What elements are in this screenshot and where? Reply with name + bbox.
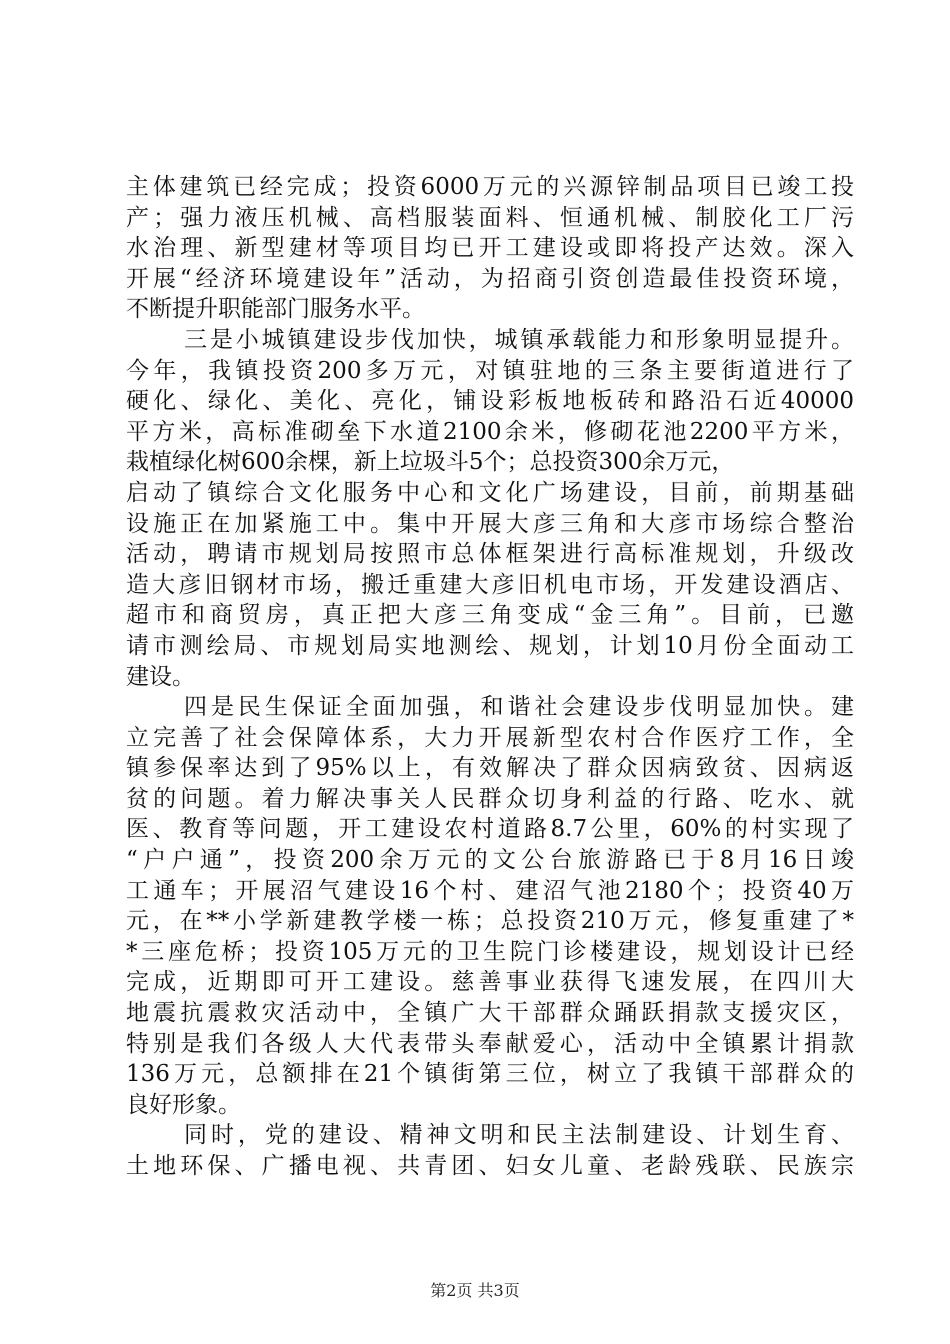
text-line: 主体建筑已经完成；投资6000万元的兴源锌制品项目已竣工投: [126, 174, 854, 200]
paragraph-start-line: 三是小城镇建设步伐加快，城镇承载能力和形象明显提升。: [184, 326, 854, 353]
text-line: 开展“经济环境建设年”活动，为招商引资创造最佳投资环境，: [126, 265, 854, 292]
text-line: 工通车；开展沼气建设16个村、建沼气池2180个；投资40万: [126, 877, 854, 904]
text-line: “户户通”，投资200余万元的文公台旅游路已于8月16日竣: [126, 847, 854, 874]
text-line: 元，在**小学新建教学楼一栋；总投资210万元，修复重建了*: [126, 908, 854, 935]
text-line: 建设。: [126, 663, 195, 690]
text-line: 136万元，总额排在21个镇街第三位，树立了我镇干部群众的: [126, 1061, 854, 1088]
text-line: 今年，我镇投资200多万元，对镇驻地的三条主要街道进行了: [126, 357, 854, 384]
text-line: 平方米，高标准砌垒下水道2100余米，修砌花池2200平方米，: [126, 418, 854, 445]
text-line: 硬化、绿化、美化、亮化，铺设彩板地板砖和路沿石近40000: [126, 388, 854, 415]
text-line: 镇参保率达到了95%以上，有效解决了群众因病致贫、因病返: [126, 755, 854, 782]
text-line: 特别是我们各级人大代表带头奉献爱心，活动中全镇累计捐款: [126, 1030, 854, 1057]
text-line: 启动了镇综合文化服务中心和文化广场建设，目前，前期基础: [126, 479, 854, 506]
text-line: 请市测绘局、市规划局实地测绘、规划，计划10月份全面动工: [126, 632, 854, 659]
text-line: 产；强力液压机械、高档服装面料、恒通机械、制胶化工厂污: [126, 204, 854, 231]
text-line: 地震抗震救灾活动中，全镇广大干部群众踊跃捐款支援灾区，: [126, 1000, 854, 1027]
text-line: 良好形象。: [126, 1091, 241, 1118]
text-line: 医、教育等问题，开工建设农村道路8.7公里，60%的村实现了: [126, 816, 854, 843]
text-line: 超市和商贸房，真正把大彦三角变成“金三角”。目前，已邀: [126, 602, 854, 629]
paragraph-start-line: 四是民生保证全面加强，和谐社会建设步伐明显加快。建: [184, 694, 854, 721]
paragraph-start-line: 同时，党的建设、精神文明和民主法制建设、计划生育、: [184, 1122, 854, 1149]
text-line: 栽植绿化树600余棵，新上垃圾斗5个；总投资300余万元，: [126, 449, 735, 476]
text-line: 立完善了社会保障体系，大力开展新型农村合作医疗工作，全: [126, 724, 854, 751]
text-line: 贫的问题。着力解决事关人民群众切身利益的行路、吃水、就: [126, 785, 854, 812]
body-text: [126, 172, 854, 1182]
text-line: 完成，近期即可开工建设。慈善事业获得飞速发展，在四川大: [126, 969, 854, 996]
text-line: 造大彦旧钢材市场，搬迁重建大彦旧机电市场，开发建设酒店、: [126, 571, 854, 598]
page-footer: 第2页 共3页: [430, 1281, 520, 1300]
text-line: 设施正在加紧施工中。集中开展大彦三角和大彦市场综合整治: [126, 510, 854, 537]
text-line: 土地环保、广播电视、共青团、妇女儿童、老龄残联、民族宗: [126, 1153, 854, 1179]
text-line: 活动，聘请市规划局按照市总体框架进行高标准规划，升级改: [126, 541, 854, 568]
text-line: 不断提升职能部门服务水平。: [126, 296, 425, 323]
text-line: *三座危桥；投资105万元的卫生院门诊楼建设，规划设计已经: [126, 938, 854, 965]
text-line: 水治理、新型建材等项目均已开工建设或即将投产达效。深入: [126, 235, 854, 262]
